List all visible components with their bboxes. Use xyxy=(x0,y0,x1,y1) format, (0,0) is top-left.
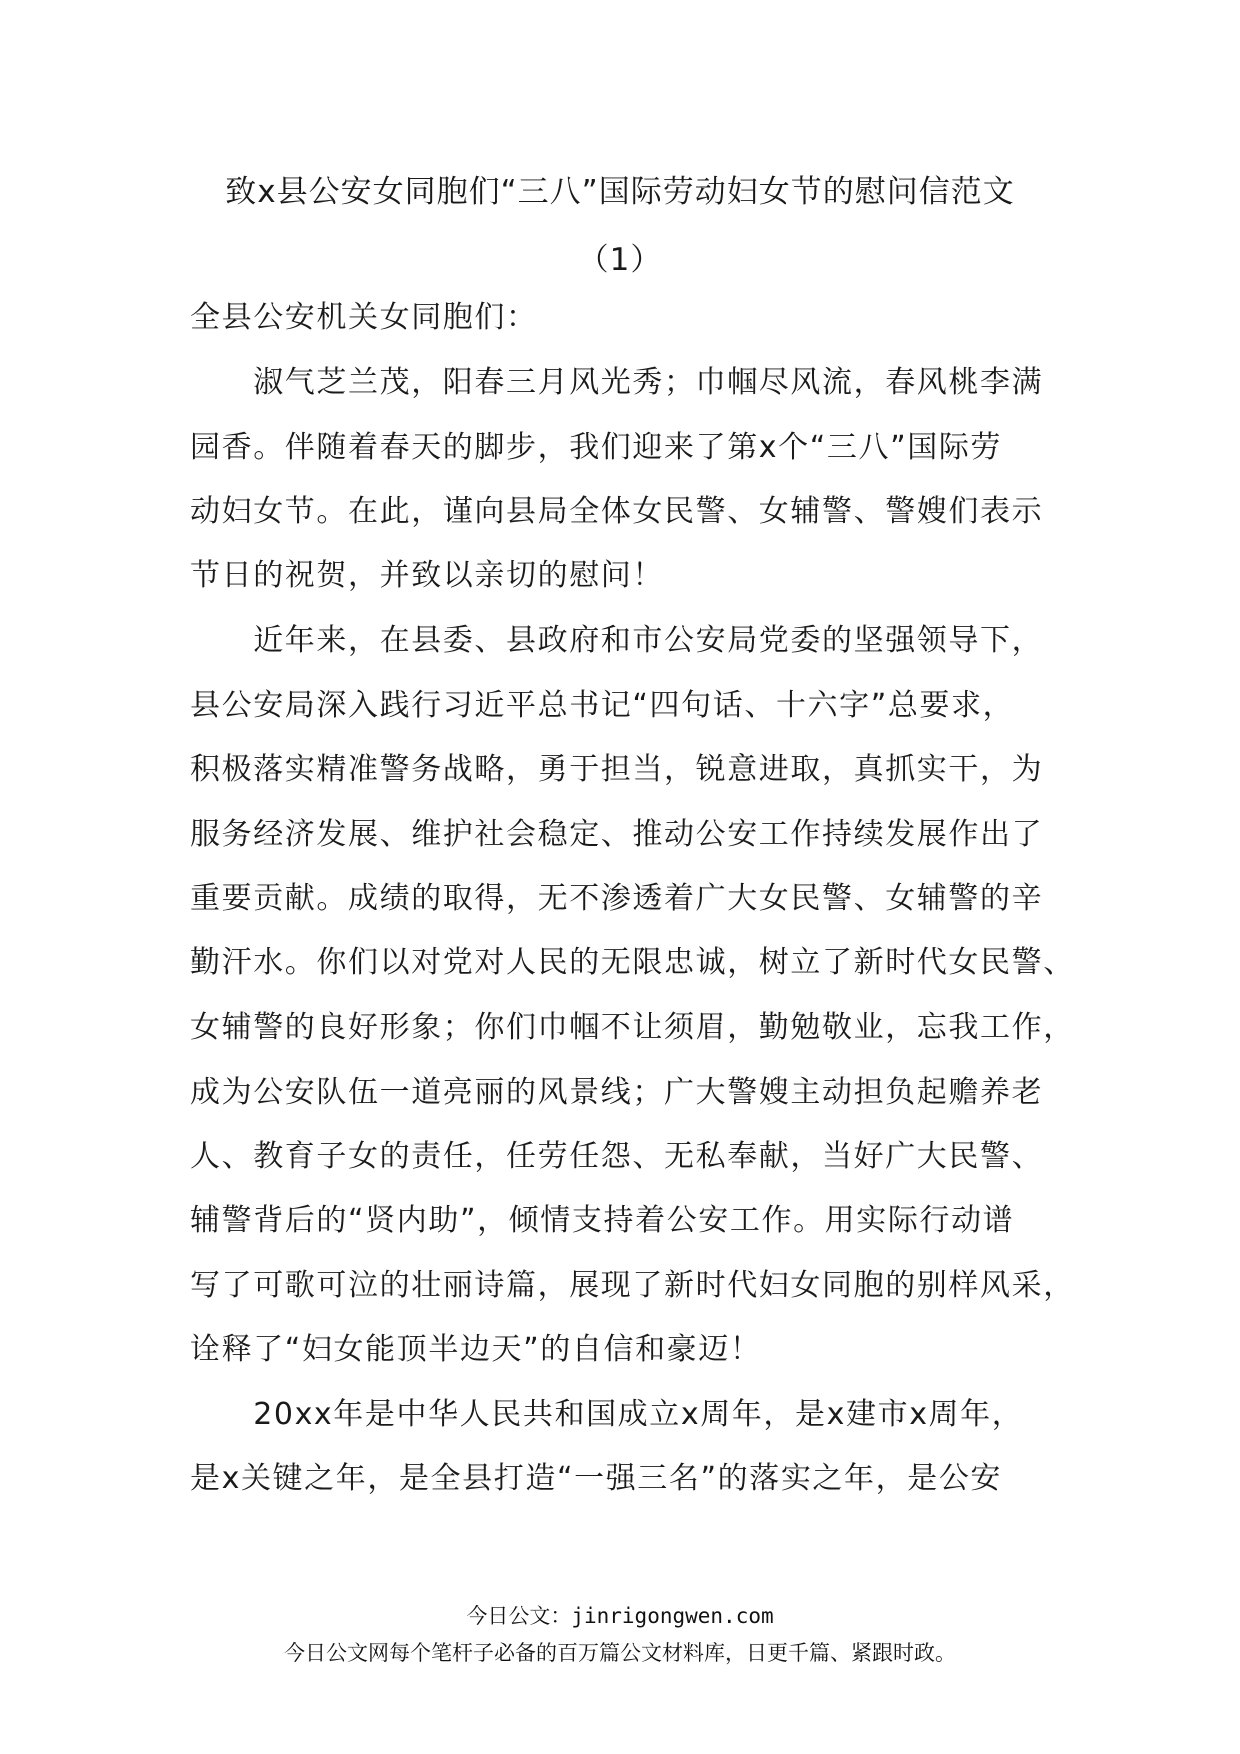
salutation: 全县公安机关女同胞们： xyxy=(190,300,538,335)
body-line: 近年来，在县委、县政府和市公安局党委的坚强领导下， xyxy=(190,623,1044,658)
document-title: 致x县公安女同胞们“三八”国际劳动妇女节的慰问信范文 xyxy=(225,174,1015,210)
body-line: 园香。伴随着春天的脚步，我们迎来了第x个“三八”国际劳 xyxy=(190,430,1003,465)
footer-source xyxy=(0,1600,1240,1630)
body-line: 淑气芝兰茂，阳春三月风光秀；巾帼尽风流，春风桃李满 xyxy=(190,365,1044,400)
body-line: 女辅警的良好形象；你们巾帼不让须眉，勤勉敬业，忘我工作， xyxy=(190,1010,1075,1045)
document-title-number: （1） xyxy=(577,242,663,278)
body-line: 成为公安队伍一道亮丽的风景线；广大警嫂主动担负起赡养老 xyxy=(190,1075,1044,1110)
body-line: 人、教育子女的责任，任劳任怨、无私奉献，当好广大民警、 xyxy=(190,1139,1044,1174)
body-line: 积极落实精准警务战略，勇于担当，锐意进取，真抓实干，为 xyxy=(190,752,1044,787)
body-line: 辅警背后的“贤内助”，倾情支持着公安工作。用实际行动谱 xyxy=(190,1203,1015,1238)
body-line: 重要贡献。成绩的取得，无不渗透着广大女民警、女辅警的辛 xyxy=(190,881,1044,916)
body-line: 是x关键之年，是全县打造“一强三名”的落实之年，是公安 xyxy=(190,1461,1003,1496)
body-line: 诠释了“妇女能顶半边天”的自信和豪迈！ xyxy=(190,1332,762,1367)
body-line: 县公安局深入践行习近平总书记“四句话、十六字”总要求， xyxy=(190,688,1015,723)
footer-site-link[interactable]: jinrigongwen.com xyxy=(571,1604,774,1628)
body-line: 勤汗水。你们以对党对人民的无限忠诚，树立了新时代女民警、 xyxy=(190,945,1075,980)
body-line: 服务经济发展、维护社会稳定、推动公安工作持续发展作出了 xyxy=(190,817,1044,852)
body-line: 写了可歌可泣的壮丽诗篇，展现了新时代妇女同胞的别样风采， xyxy=(190,1268,1075,1303)
body-line: 动妇女节。在此，谨向县局全体女民警、女辅警、警嫂们表示 xyxy=(190,494,1044,529)
body-line: 节日的祝贺，并致以亲切的慰问！ xyxy=(190,558,664,593)
body-line: 20xx年是中华人民共和国成立x周年，是x建市x周年， xyxy=(190,1397,1024,1432)
footer-label: 今日公文： xyxy=(466,1604,572,1628)
footer-tagline: 今日公文网每个笔杆子必备的百万篇公文材料库，日更千篇、紧跟时政。 xyxy=(284,1641,956,1665)
